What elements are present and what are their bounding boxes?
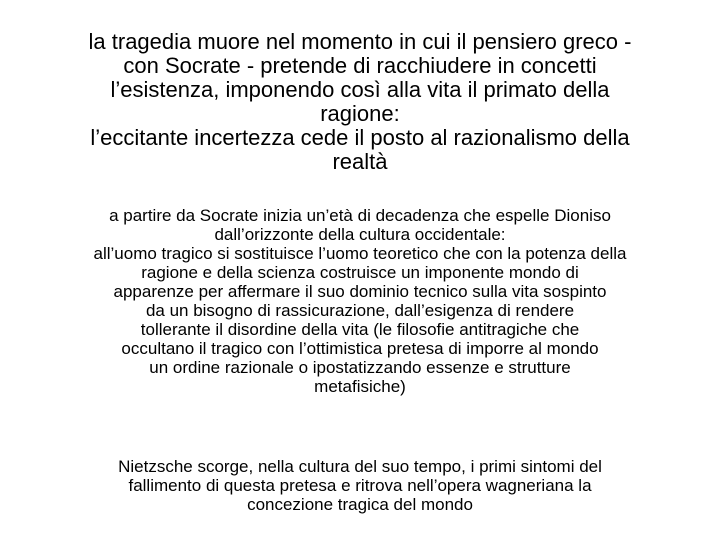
text-line: metafisiche) — [314, 377, 406, 396]
text-line: fallimento di questa pretesa e ritrova nell’opera wagneriana la — [128, 476, 592, 495]
paragraph-nietzsche — [0, 457, 720, 514]
text-line: tollerante il disordine della vita (le filosofie antitragiche che — [140, 320, 580, 339]
text-line: a partire da Socrate inizia un’età di decadenza che espelle Dioniso — [109, 206, 611, 225]
text-line: apparenze per affermare il suo dominio tecnico sulla vita sospinto — [113, 282, 607, 301]
text-line: l’eccitante incertezza cede il posto al razionalismo della — [90, 125, 630, 150]
paragraph-socrates-decadence — [0, 206, 720, 396]
text-line: con Socrate - pretende di racchiudere in concetti — [123, 53, 597, 78]
text-line: concezione tragica del mondo — [247, 495, 473, 514]
text-line: da un bisogno di rassicurazione, dall’esigenza di rendere — [145, 301, 575, 320]
text-line: ragione e della scienza costruisce un imponente mondo di — [141, 263, 579, 282]
paragraph-tragedy — [0, 30, 720, 174]
text-line: occultano il tragico con l’ottimistica pretesa di imporre al mondo — [121, 339, 599, 358]
text-line: l’esistenza, imponendo così alla vita il primato della — [110, 77, 610, 102]
text-line: la tragedia muore nel momento in cui il pensiero greco - — [88, 29, 632, 54]
text-line: all’uomo tragico si sostituisce l’uomo teoretico che con la potenza della — [93, 244, 627, 263]
text-line: dall’orizzonte della cultura occidentale: — [214, 225, 506, 244]
text-line: Nietzsche scorge, nella cultura del suo tempo, i primi sintomi del — [118, 457, 602, 476]
text-line: un ordine razionale o ipostatizzando essenze e strutture — [149, 358, 571, 377]
text-line: ragione: — [320, 101, 400, 126]
text-line: realtà — [332, 149, 388, 174]
